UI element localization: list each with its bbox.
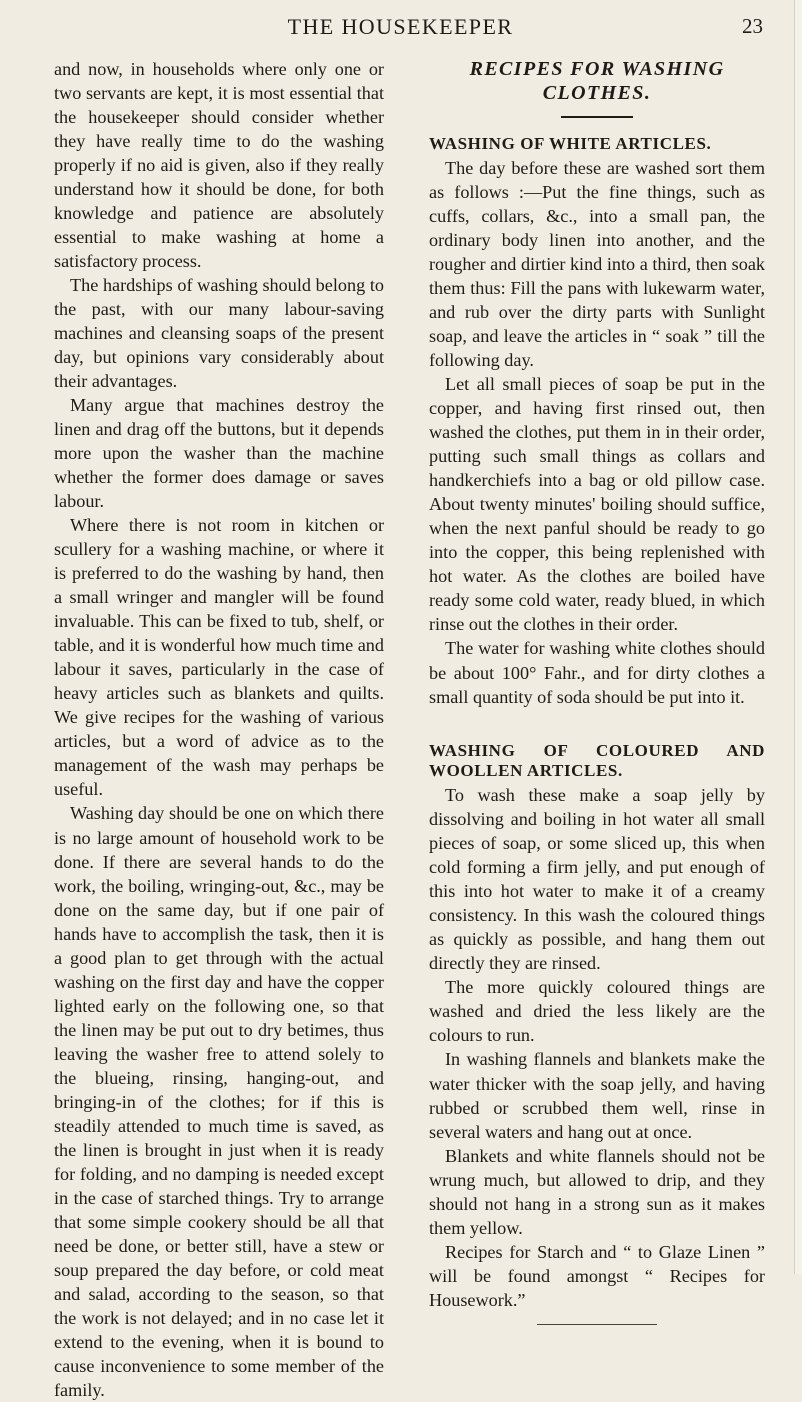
paragraph: Where there is not room in kitchen or scullery for a washing machine, or where it is preferred to do the washing by hand, then a small wringer and mangler will be found invaluable. This can be fixed to tub, shelf, or table, and it is wonderful how much time and labour it saves, particularly in the case of heavy articles such as blankets and quilts. We give recipes for the washing of various articles, but a word of advice as to the management of the wash may perhaps be useful. — [54, 515, 384, 800]
coloured-articles-heading: WASHING OF COLOURED AND WOOLLEN ARTICLES. — [429, 740, 765, 780]
right-column — [429, 57, 765, 1325]
section-title: RECIPES FOR WASHING CLOTHES. — [469, 58, 725, 105]
page-header — [0, 14, 801, 42]
paragraph: To wash these make a soap jelly by dissolving and boiling in hot water all small pieces of soap, or some sliced up, this when cold forming a firm jelly, and put enough of this into hot water to make it of a creamy consistency. In this wash the coloured things as quickly as possible, and hang them out directly they are rinsed. — [429, 785, 765, 974]
paragraph: Washing day should be one on which there is no large amount of household work to be done. If there are several hands to do the work, the boiling, wringing-out, &c., may be done on the same day, but if one pair of hands have to accomplish the task, then it is a good plan to get through with the actual washing on the first day and have the copper lighted early on the following one, so that the linen may be put out to dry betimes, thus leaving the washer free to attend solely to the blueing, rinsing, hanging-out, and bringing-in of the clothes; for if this is steadily attended to much time is saved, as the linen is brought in just when it is ready for folding, and no damping is needed except in the case of starched things. Try to arrange that some simple cookery should be all that need be done, or better still, have a stew or soup prepared the day before, or cold meat and salad, according to the season, so that the work is not delayed; and in no case let it extend to the evening, when it is bound to cause inconvenience to some member of the family. — [54, 803, 384, 1400]
paragraph: Recipes for Starch and “ to Glaze Linen ” will be found amongst “ Recipes for Housework.” — [429, 1241, 765, 1310]
paragraph: Blankets and white flannels should not be wrung much, but allowed to drip, and they should not hang in a strong sun as it makes them yellow. — [429, 1145, 765, 1238]
paragraph: The more quickly coloured things are washed and dried the less likely are the colours to run. — [429, 977, 765, 1046]
running-head: THE HOUSEKEEPER — [287, 14, 514, 39]
page-number: 23 — [742, 14, 763, 38]
section-gap — [429, 709, 765, 741]
paragraph: The water for washing white clothes should be about 100° Fahr., and for dirty clothes a small quantity of soda should be put into it. — [429, 638, 765, 707]
end-rule — [537, 1324, 657, 1325]
page-edge — [794, 0, 802, 1274]
title-rule — [561, 116, 633, 118]
paragraph: The hardships of washing should belong to the past, with our many labour-saving machines and cleansing soaps of the present day, but opinions vary considerably about their advantages. — [54, 275, 384, 392]
paragraph: Many argue that machines destroy the linen and drag off the buttons, but it depends more upon the washer than the machine whether the former does damage or saves labour. — [54, 395, 384, 512]
white-articles-heading: WASHING OF WHITE ARTICLES. — [429, 133, 712, 153]
left-column — [54, 57, 384, 1402]
paragraph: and now, in households where only one or two servants are kept, it is most essential that the housekeeper should consider whether they have really time to do the washing properly if no aid is given, also if they really understand how it should be done, for both knowledge and patience are absolutely essential to make washing at home a satisfactory process. — [54, 59, 384, 272]
paragraph: Let all small pieces of soap be put in the copper, and having first rinsed out, then washed the clothes, put them in in their order, putting such small things as collars and handkerchiefs into a bag or old pillow case. About twenty minutes' boiling should suffice, when the next panful should be ready to go into the copper, this being replenished with hot water. As the clothes are boiled have ready some cold water, ready blued, in which rinse out the clothes in their order. — [429, 374, 765, 635]
paragraph: In washing flannels and blankets make the water thicker with the soap jelly, and having rubbed or scrubbed them well, rinse in several waters and hang out at once. — [429, 1049, 765, 1142]
paragraph: The day before these are washed sort them as follows :—Put the fine things, such as cuffs, collars, &c., into a small pan, the ordinary body linen into another, and the rougher and dirtier kind into a third, then soak them thus: Fill the pans with lukewarm water, and rub over the dirty parts with Sunlight soap, and leave the articles in “ soak ” till the following day. — [429, 158, 765, 371]
